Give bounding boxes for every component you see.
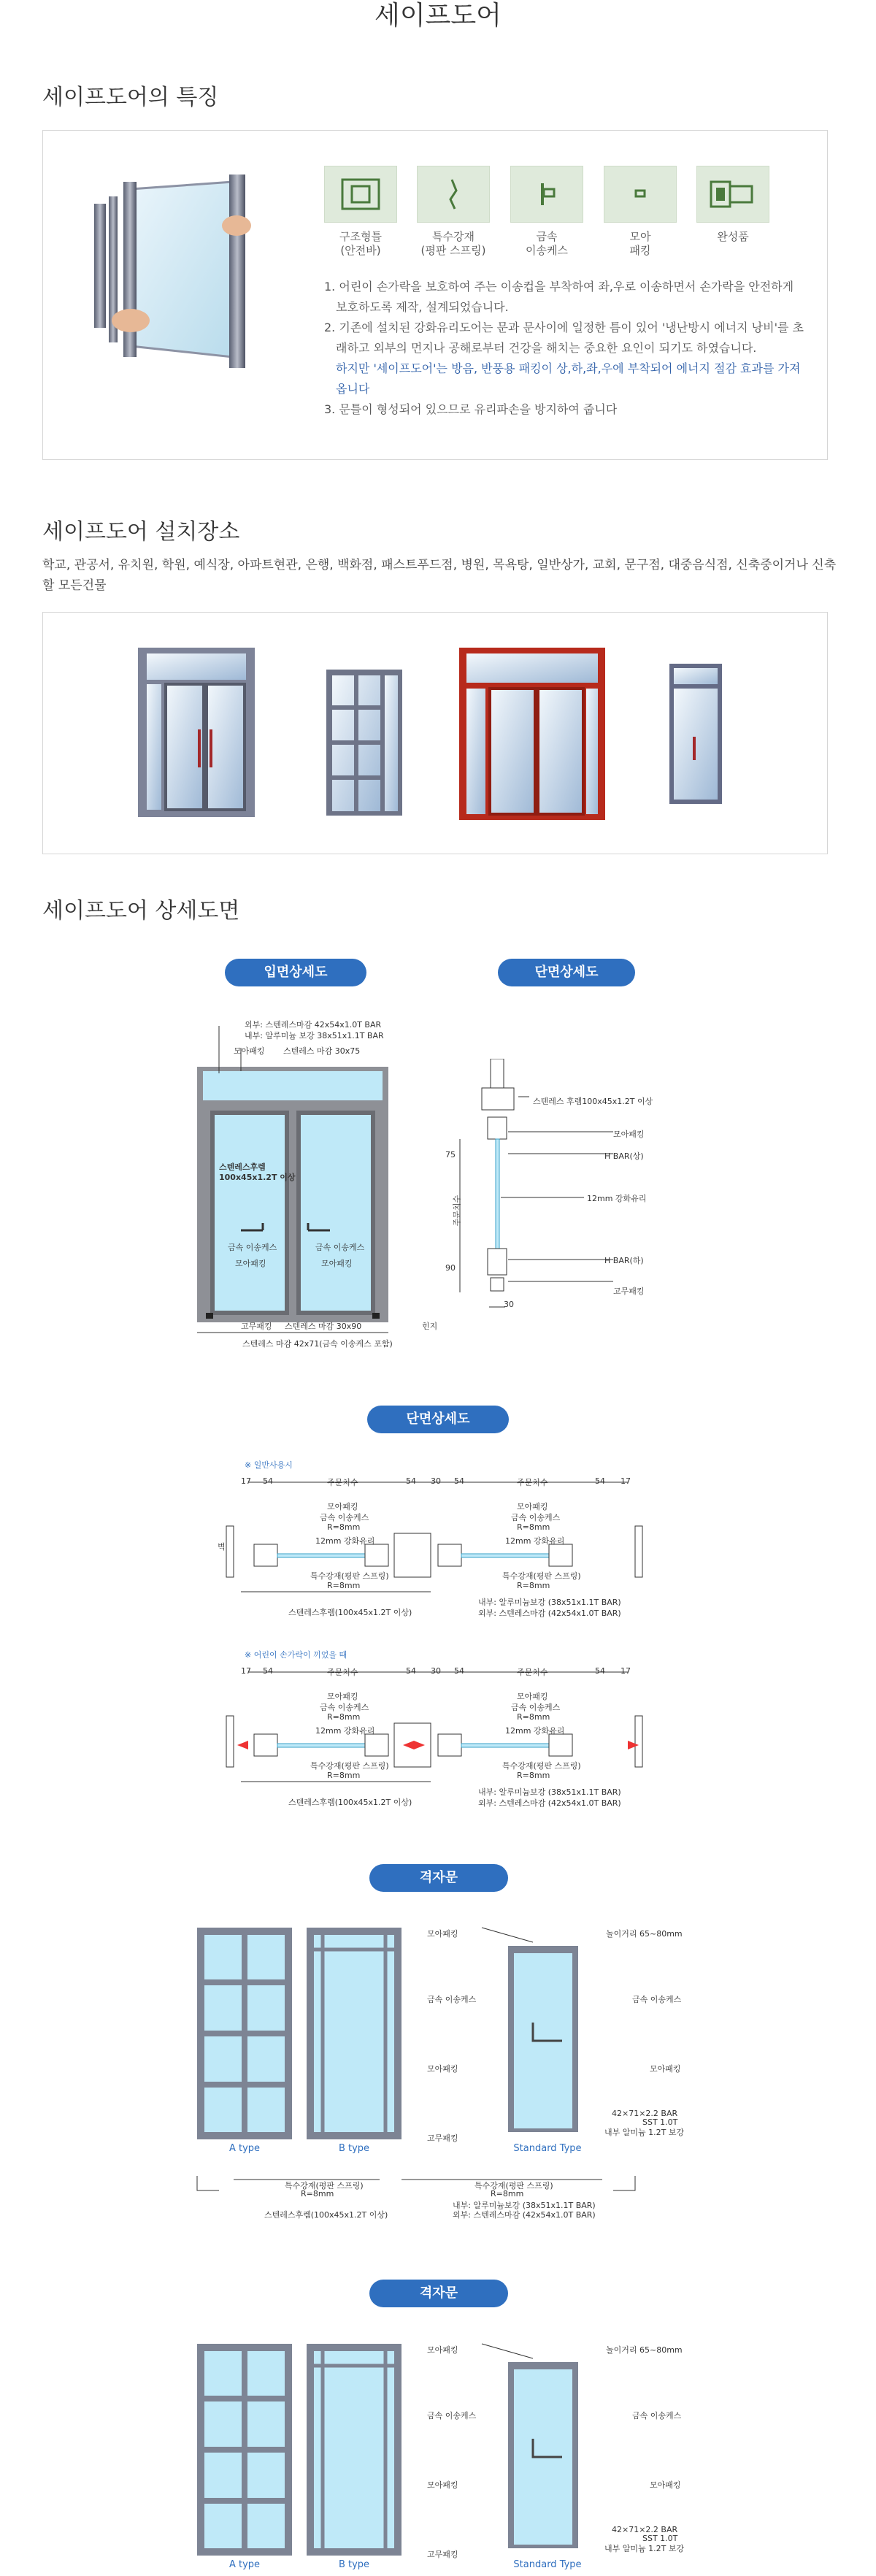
feature-point-2: 2. 기존에 설치된 강화유리도어는 문과 문사이에 일정한 틈이 있어 '냉난방시 에너지 낭비'를 초래하고 외부의 먼지나 공해로부터 건강을 해치는 중요한 요인이 되기도 하였습니다. 하지만 '세이프도어'는 방음, 반풍용 패킹이 상,하,좌,우에 부착되어 에너지 절감 효과를 가져옵니다	[324, 321, 804, 396]
feature-highlight: 하지만 '세이프도어'는 방음, 반풍용 패킹이 상,하,좌,우에 부착되어 에너지 절감 효과를 가져옵니다	[336, 361, 801, 396]
installation-title: 세이프도어 설치장소	[42, 519, 240, 545]
plan-a-caption: ※ 일반사용시	[245, 1460, 293, 1470]
plan-b-caption: ※ 어린이 손가락이 끼었을 때	[245, 1650, 347, 1660]
feature-point-1: 1. 어린이 손가락을 보호하여 주는 이송컵을 부착하여 좌,우로 이송하면서 손가락을 안전하게 보호하도록 제작, 설계되었습니다.	[324, 280, 794, 314]
grid-door-title-1: 격자문	[369, 1864, 508, 1892]
page-title: 세이프도어	[374, 1, 502, 31]
feature-point-3: 3. 문틀이 형성되어 있으므로 유리파손을 방지하여 줍니다	[324, 402, 618, 416]
drawings-title: 세이프도어 상세도면	[42, 898, 240, 924]
door-image-4	[669, 664, 722, 804]
feature-item-packing: 모아 패킹	[604, 166, 677, 258]
feature-item-complete: 완성품	[696, 166, 769, 244]
tab-elevation[interactable]: 입면상세도	[225, 959, 366, 986]
packing-icon	[618, 176, 662, 212]
features-title: 세이프도어의 특징	[42, 85, 219, 110]
door-image-1	[138, 648, 255, 817]
door-frame-illustration	[80, 175, 269, 372]
features-box	[42, 130, 828, 460]
feature-item-frame: 구조형틀 (안전바)	[324, 166, 397, 258]
door-product-images	[43, 613, 829, 855]
grid-door-title-2: 격자문	[369, 2280, 508, 2307]
feature-item-case: 금속 이송케스	[510, 166, 583, 258]
installation-gallery	[42, 612, 828, 854]
door-image-3	[459, 648, 605, 820]
grid-door-drawing-2	[190, 2337, 701, 2570]
feature-points	[324, 277, 806, 420]
feature-item-spring: 특수강재 (평판 스프링)	[417, 166, 490, 258]
frame-profile-icon	[339, 176, 383, 212]
installation-places: 학교, 관공서, 유치원, 학원, 예식장, 아파트현관, 은행, 백화점, 패스트푸드점, 병원, 목욕탕, 일반상가, 교회, 문구점, 대중음식점, 신축중이거나 신축할 모든건물	[42, 558, 837, 593]
spring-icon	[431, 176, 475, 212]
tab-section[interactable]: 단면상세도	[498, 959, 635, 986]
metal-case-icon	[525, 176, 569, 212]
door-image-2	[326, 670, 402, 816]
grid-door-drawing-1	[190, 1920, 701, 2154]
complete-assembly-icon	[707, 176, 758, 212]
tab-plan-section[interactable]: 단면상세도	[367, 1406, 509, 1433]
